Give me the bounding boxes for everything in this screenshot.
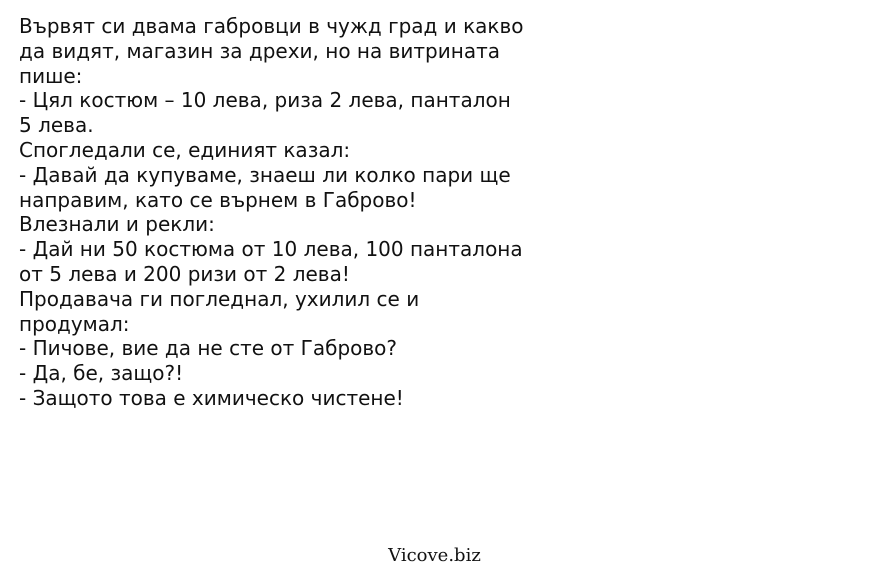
joke-line: направим, като се върнем в Габрово! (19, 187, 417, 212)
joke-line: от 5 лева и 200 ризи от 2 лева! (19, 261, 350, 286)
joke-line: - Пичове, вие да не сте от Габрово? (19, 336, 398, 361)
joke-line: - Да, бе, защо?! (19, 361, 184, 386)
joke-text (19, 14, 859, 411)
joke-line: продумал: (19, 311, 130, 336)
joke-line: - Цял костюм – 10 лева, риза 2 лева, панталон (19, 88, 511, 113)
joke-line: Вървят си двама габровци в чужд град и какво (19, 14, 524, 38)
joke-line: пише: (19, 63, 83, 88)
joke-line: 5 лева. (19, 113, 94, 138)
joke-line: да видят, магазин за дрехи, но на витрината (19, 38, 500, 63)
site-watermark: Vicove.biz (388, 545, 481, 566)
joke-line: - Защото това е химическо чистене! (19, 385, 404, 410)
joke-line: Спогледали се, единият казал: (19, 137, 351, 162)
joke-line: Продавача ги погледнал, ухилил се и (19, 286, 420, 311)
joke-line: - Давай да купуваме, знаеш ли колко пари ще (19, 162, 511, 187)
joke-line: - Дай ни 50 костюма от 10 лева, 100 панталона (19, 237, 523, 262)
joke-line: Влезнали и рекли: (19, 212, 215, 237)
